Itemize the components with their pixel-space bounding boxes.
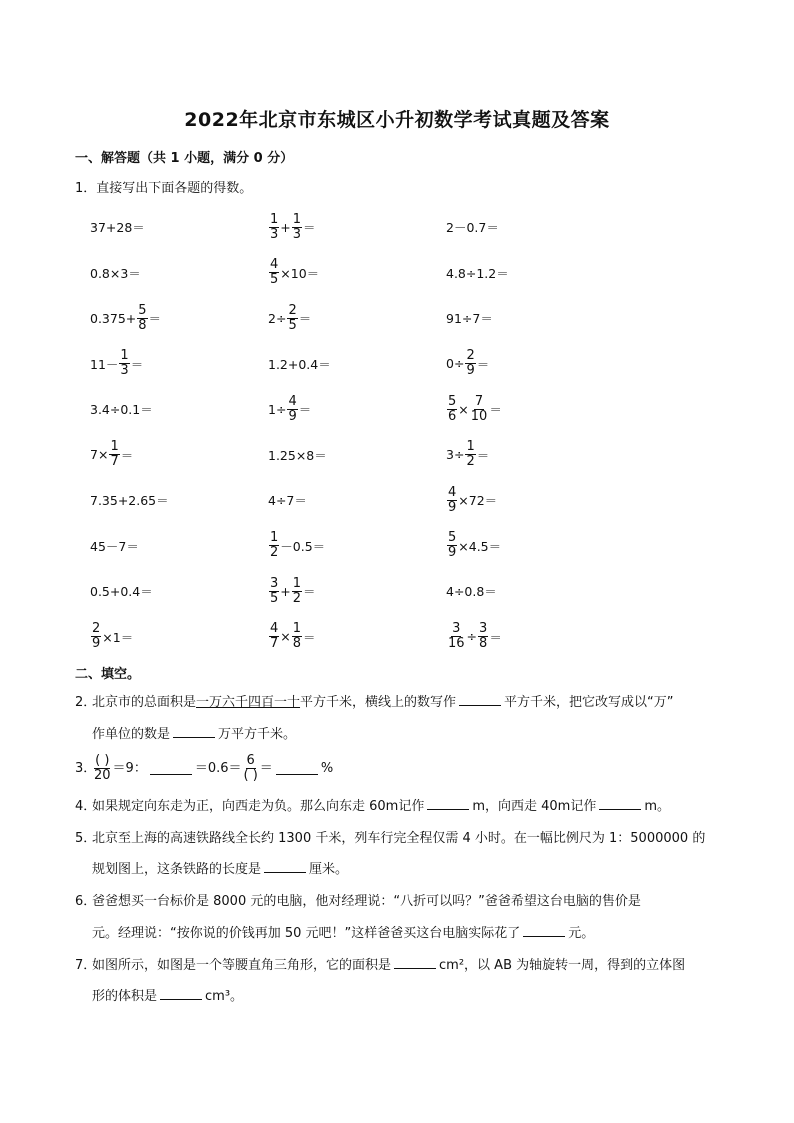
numerator: 2	[92, 621, 101, 637]
arithmetic-item	[446, 205, 499, 249]
text: 爸爸想买一台标价是 8000 元的电脑，他对经理说：“八折可以吗？”爸爸希望这台电脑的售价是	[92, 894, 641, 909]
question-number: 6．	[75, 894, 97, 909]
numerator: 1	[270, 530, 279, 546]
arithmetic-item	[446, 387, 502, 431]
fraction	[119, 349, 129, 377]
denominator: 9	[448, 545, 457, 560]
grid-row	[90, 524, 650, 570]
numerator: 4	[270, 621, 279, 637]
answer-blank[interactable]	[459, 693, 501, 706]
expression-text: 4.8÷1.2＝	[446, 265, 509, 281]
denominator: 6	[448, 408, 457, 424]
expression-text: 0.8×3＝	[90, 265, 141, 281]
expression-text: 91÷7＝	[446, 311, 493, 326]
numerator: 1	[110, 439, 119, 455]
arithmetic-item	[446, 569, 497, 613]
arithmetic-item	[268, 205, 316, 249]
arithmetic-item	[90, 387, 153, 431]
fraction	[465, 440, 475, 468]
fraction	[269, 258, 279, 286]
question-5-line-2	[92, 860, 348, 879]
expression-text: ＝	[148, 311, 162, 326]
expression-text: ＝	[303, 629, 316, 645]
expression-text: 0.5+0.4＝	[90, 584, 153, 599]
grid-row	[90, 387, 650, 433]
text: 平方千米，横线上的数写作	[300, 695, 457, 710]
fraction	[292, 577, 302, 605]
arithmetic-item	[268, 524, 325, 568]
numerator: 1	[292, 211, 302, 227]
fraction	[292, 213, 302, 241]
fraction	[465, 349, 475, 377]
expression-text: ＝	[303, 220, 316, 235]
arithmetic-item	[446, 478, 497, 522]
expression-text: ×72＝	[458, 493, 498, 508]
numerator: 3	[479, 621, 488, 637]
numerator: 4	[270, 257, 279, 273]
answer-blank[interactable]	[394, 956, 436, 969]
arithmetic-item	[90, 251, 141, 295]
numerator: 3	[270, 575, 279, 591]
expression-text: 0÷	[446, 356, 465, 371]
expression-text: 37+28＝	[90, 220, 145, 235]
text: 厘米。	[309, 862, 349, 877]
numerator: 1	[292, 575, 302, 591]
expression-text: ＝	[298, 311, 312, 326]
expression-text: +	[280, 583, 291, 599]
denominator: 5	[270, 590, 279, 606]
question-number: 2．	[75, 695, 97, 710]
expression-text: 4÷7＝	[268, 493, 307, 508]
section-heading-2: 二、填空。	[75, 667, 141, 682]
expression-text: ×1＝	[102, 629, 134, 645]
arithmetic-item	[268, 478, 307, 522]
numerator: 1	[270, 211, 279, 227]
expression-text: －0.5＝	[280, 538, 326, 554]
denominator: 8	[479, 636, 488, 651]
expression-text: ＝	[130, 356, 144, 372]
fraction	[137, 304, 147, 332]
arithmetic-item	[268, 433, 327, 477]
question-5	[75, 829, 705, 848]
grid-row	[90, 433, 650, 479]
text: m。	[644, 799, 671, 814]
question-number: 7．	[75, 958, 97, 973]
expression-text: 1÷	[268, 401, 287, 417]
denominator: 9	[466, 363, 475, 378]
fraction	[269, 531, 279, 559]
expression-text: 11－	[90, 356, 119, 372]
denominator: 2	[270, 545, 279, 560]
expression-text: 1.25×8＝	[268, 447, 327, 463]
text: m，向西走 40m记作	[472, 799, 597, 814]
denominator: ( )	[243, 767, 258, 783]
arithmetic-item	[446, 615, 502, 659]
fraction	[287, 304, 297, 332]
expression-text: 4÷0.8＝	[446, 584, 497, 599]
numerator: 5	[448, 393, 457, 409]
expression-text: 3.4÷0.1＝	[90, 402, 153, 417]
expression-text: 2－0.7＝	[446, 220, 499, 235]
arithmetic-item	[90, 615, 133, 659]
arithmetic-item	[268, 615, 316, 659]
expression-text: ＝	[489, 402, 502, 417]
grid-row	[90, 342, 650, 388]
arithmetic-item	[446, 433, 489, 477]
text: cm²，以 AB 为轴旋转一周，得到的立体图	[439, 958, 686, 973]
question-1: 1．直接写出下面各题的得数。	[75, 181, 253, 196]
denominator: 9	[288, 408, 297, 424]
expression-text: ＝	[476, 447, 490, 463]
fraction	[287, 395, 297, 423]
denominator: 5	[288, 317, 297, 333]
fraction	[447, 531, 457, 559]
grid-row	[90, 569, 650, 615]
numerator: 2	[466, 348, 475, 364]
question-7	[75, 956, 685, 975]
text: ＝	[259, 760, 273, 776]
text: 北京至上海的高速铁路线全长约 1300 千米，列车行完全程仅需 4 小时。在一幅比例尺为 1：5000000 的	[92, 831, 706, 846]
expression-text: 2÷	[268, 310, 287, 326]
text: 如图所示，如图是一个等腰直角三角形，它的面积是	[92, 958, 392, 973]
text: ＝9：	[112, 760, 147, 776]
text: 元。经理说：“按你说的价钱再加 50 元吧！”这样爸爸买这台电脑实际花了	[92, 926, 521, 941]
expression-text: 7.35+2.65＝	[90, 493, 169, 508]
arithmetic-item	[90, 524, 139, 568]
text: 万平方千米。	[218, 727, 297, 742]
arithmetic-item	[90, 433, 133, 477]
text: 规划图上，这条铁路的长度是	[92, 862, 262, 877]
question-2-line-2	[92, 725, 296, 744]
question-number: 5．	[75, 831, 97, 846]
denominator: 20	[94, 767, 111, 783]
denominator: 9	[448, 499, 457, 515]
question-4	[75, 797, 670, 816]
numerator: 7	[474, 393, 484, 409]
expression-text: ＝	[476, 356, 490, 372]
fraction	[292, 622, 302, 650]
text: cm³。	[205, 989, 244, 1004]
text: 作单位的数是	[92, 727, 171, 742]
fraction	[109, 440, 119, 468]
answer-blank[interactable]	[160, 987, 202, 1000]
expression-text: ＝	[298, 402, 312, 417]
answer-blank[interactable]	[173, 725, 215, 738]
expression-text: ＝	[303, 584, 316, 599]
arithmetic-item	[268, 387, 311, 431]
arithmetic-item	[446, 251, 509, 295]
arithmetic-item	[268, 251, 319, 295]
numerator: 5	[138, 302, 147, 318]
arithmetic-item	[446, 524, 501, 568]
denominator: 9	[92, 636, 101, 651]
expression-text: ×10＝	[280, 265, 320, 281]
denominator: 8	[292, 636, 302, 651]
denominator: 2	[292, 590, 302, 606]
expression-text: ×4.5＝	[458, 538, 502, 554]
expression-text: ×	[458, 401, 469, 417]
question-3	[75, 754, 333, 782]
grid-row	[90, 615, 650, 661]
arithmetic-item	[268, 296, 311, 340]
text: 如果规定向东走为正，向西走为负。那么向东走 60m记作	[92, 799, 425, 814]
numerator: 6	[246, 753, 255, 768]
text: ＝0.6＝	[194, 760, 242, 776]
numerator: 5	[448, 530, 457, 546]
underlined-text: 一万六千四百一十	[196, 695, 301, 710]
arithmetic-item	[90, 342, 143, 386]
page-title: 2022年北京市东城区小升初数学考试真题及答案	[184, 109, 610, 131]
arithmetic-item	[90, 569, 153, 613]
denominator: 10	[470, 408, 488, 424]
arithmetic-item	[90, 205, 145, 249]
text: 形的体积是	[92, 989, 158, 1004]
denominator: 5	[270, 272, 279, 287]
answer-blank[interactable]	[276, 762, 318, 775]
question-number: 3．	[75, 760, 97, 776]
answer-blank[interactable]	[427, 797, 469, 810]
fraction	[447, 395, 457, 423]
grid-row	[90, 251, 650, 297]
arithmetic-item	[90, 296, 161, 340]
question-6	[75, 892, 641, 911]
question-number: 4．	[75, 799, 97, 814]
arithmetic-item	[446, 296, 493, 340]
expression-text: 0.375+	[90, 310, 137, 326]
answer-blank[interactable]	[599, 797, 641, 810]
numerator: 4	[448, 484, 457, 500]
grid-row	[90, 205, 650, 251]
arithmetic-grid	[90, 205, 650, 660]
expression-text: 7×	[90, 447, 109, 462]
expression-text: ＝	[120, 447, 134, 463]
fraction	[93, 754, 112, 782]
fraction	[269, 213, 279, 241]
denominator: 3	[270, 226, 279, 242]
denominator: 3	[292, 226, 302, 242]
fraction	[470, 395, 489, 423]
text: 平方千米，把它改写成以“万”	[504, 695, 674, 710]
question-7-line-2	[92, 987, 243, 1006]
denominator: 2	[466, 454, 475, 469]
fraction	[447, 486, 457, 514]
grid-row	[90, 296, 650, 342]
fraction	[447, 622, 466, 650]
answer-blank[interactable]	[150, 762, 192, 775]
expression-text: ＝	[489, 629, 502, 645]
expression-text: 3÷	[446, 447, 465, 462]
numerator: ( )	[95, 753, 110, 768]
numerator: 1	[120, 348, 129, 364]
answer-blank[interactable]	[264, 860, 306, 873]
numerator: 1	[466, 439, 475, 455]
text: 北京市的总面积是	[92, 695, 197, 710]
arithmetic-item	[90, 478, 169, 522]
grid-row	[90, 478, 650, 524]
arithmetic-item	[268, 569, 316, 613]
text: 元。	[568, 926, 595, 941]
numerator: 1	[292, 621, 302, 637]
arithmetic-item	[446, 342, 489, 386]
arithmetic-item	[268, 342, 331, 386]
text: %	[320, 760, 334, 776]
numerator: 2	[288, 302, 297, 318]
denominator: 8	[138, 317, 147, 333]
fraction	[269, 577, 279, 605]
denominator: 3	[120, 363, 129, 378]
fraction	[91, 622, 101, 650]
question-6-line-2	[92, 924, 594, 943]
expression-text: ×	[280, 629, 291, 644]
denominator: 7	[270, 636, 279, 651]
numerator: 4	[288, 393, 297, 409]
fraction	[478, 622, 488, 650]
fraction	[269, 622, 279, 650]
expression-text: +	[280, 219, 291, 235]
numerator: 3	[452, 621, 461, 637]
denominator: 7	[110, 454, 119, 469]
expression-text: ÷	[466, 629, 478, 644]
answer-blank[interactable]	[523, 924, 565, 937]
question-2	[75, 693, 674, 712]
expression-text: 1.2+0.4＝	[268, 356, 331, 372]
denominator: 16	[448, 636, 465, 651]
section-heading-1: 一、解答题（共 1 小题，满分 0 分）	[75, 151, 294, 166]
expression-text: 45－7＝	[90, 538, 139, 554]
fraction	[243, 754, 259, 782]
